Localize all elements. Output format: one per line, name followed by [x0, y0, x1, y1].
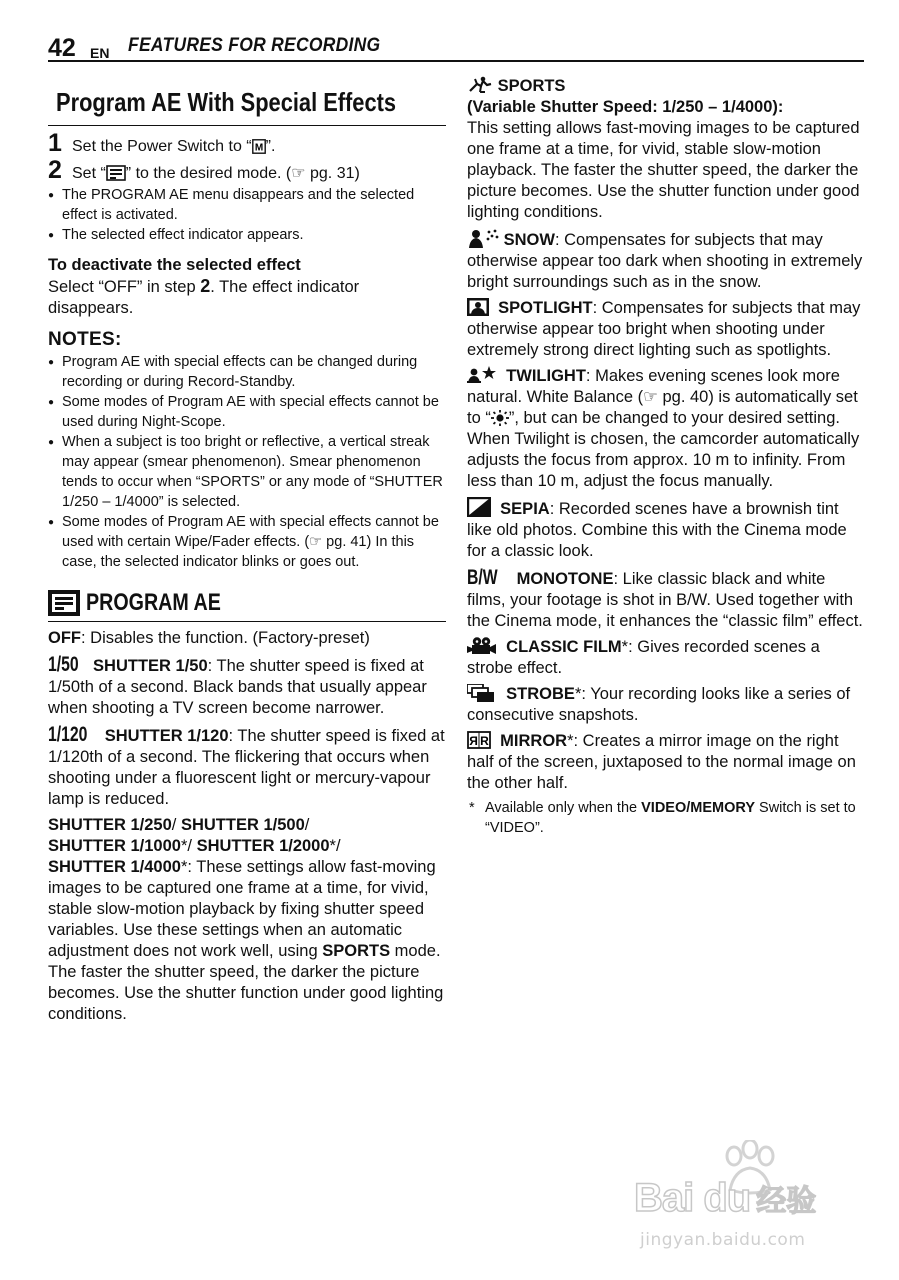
svg-text:R: R — [480, 734, 489, 748]
sports-runner-icon — [467, 76, 493, 94]
manual-mode-icon — [252, 139, 266, 154]
page-header — [48, 32, 864, 62]
step-text: Set “ ” to the desired mode. (☞ pg. 31) — [72, 165, 360, 182]
sun-icon — [491, 410, 509, 426]
twilight-item: TWILIGHT: Makes evening scenes look more natural. White Balance (☞ pg. 40) is automatically set to “ ”, but can be changed to your desired setting. When Twilight is chosen, the camcorder automatically adjusts the focus from approx. 10 m to infinity. From less than 10 m, adjust the focus manually. — [467, 367, 860, 490]
bullet-icon: ● — [48, 190, 55, 201]
strobe-item: STROBE*: Your recording looks like a series of consecutive snapshots. — [467, 685, 851, 724]
program-ae-icon — [106, 165, 126, 181]
main-title-block — [48, 80, 446, 126]
twilight-icon — [467, 366, 497, 384]
bullet-icon: ● — [48, 357, 55, 368]
step-1 — [48, 129, 446, 157]
list-item: ● Program AE with special effects can be changed during recording or during Record-Standby. — [48, 354, 418, 390]
snow-icon — [467, 228, 499, 248]
program-ae-title: PROGRAM AE — [86, 588, 221, 616]
program-ae-icon — [48, 590, 80, 616]
list-item: ● The PROGRAM AE menu disappears and the selected effect is activated. — [48, 187, 415, 223]
hand-pointer-icon: ☞ — [291, 165, 306, 182]
watermark-brand: Bai du — [634, 1176, 751, 1220]
bullet-icon: ● — [48, 397, 55, 408]
svg-text:M: M — [254, 142, 263, 154]
hand-pointer-icon: ☞ — [643, 388, 658, 406]
svg-text:R: R — [469, 734, 478, 748]
list-item: ● The selected effect indicator appears. — [48, 225, 446, 246]
deactivate-text: Select “OFF” in step 2. The effect indicator disappears. — [48, 276, 360, 317]
bullet-icon: ● — [48, 517, 55, 528]
step-text: Set the Power Switch to “ M ”. — [72, 138, 276, 155]
baidu-watermark — [634, 1140, 864, 1258]
list-item: ● When a subject is too bright or reflective, a vertical streak may appear (smear phenomenon). Smear phenomenon tends to occur when “SPORTS” or any mode of “SHUTTER 1/250 – 1/4000” is selected. — [48, 434, 443, 510]
watermark-url: jingyan.baidu.com — [640, 1230, 806, 1250]
bullet-icon: ● — [48, 230, 55, 241]
spotlight-icon — [467, 298, 489, 316]
shutter-120-symbol: 1/120 — [48, 723, 88, 746]
list-item: ● Some modes of Program AE with special effects cannot be used during Night-Scope. — [48, 394, 439, 430]
off-item: OFF: Disables the function. (Factory-preset) — [48, 629, 370, 647]
program-ae-title-block — [48, 584, 446, 622]
shutter-120-item: 1/120 SHUTTER 1/120: The shutter speed is fixed at 1/120th of a second. The flickering that occurs when shooting under a fluorescent light or mercury-vapour lamp is reduced. — [48, 723, 445, 808]
main-title: Program AE With Special Effects — [56, 87, 397, 117]
sepia-icon — [467, 497, 491, 517]
bullet-icon: ● — [48, 437, 55, 448]
shutter-50-symbol: 1/50 — [48, 653, 79, 676]
monotone-item: B/W MONOTONE: Like classic black and white films, your footage is shot in B/W. Used together with the Cinema mode, it enhances the “classic film” effect. — [467, 566, 863, 630]
spotlight-item: SPOTLIGHT: Compensates for subjects that may otherwise appear too bright when shooting under extremely strong direct lighting such as spotlights. — [467, 299, 861, 359]
right-column — [467, 76, 867, 838]
deactivate-heading: To deactivate the selected effect — [48, 256, 301, 274]
left-column — [48, 80, 446, 1025]
step-2 — [48, 156, 446, 184]
mirror-item: R R MIRROR*: Creates a mirror image on the right half of the screen, juxtaposed to the normal image on the other half. — [467, 732, 856, 792]
section-heading: FEATURES FOR RECORDING — [128, 35, 381, 56]
shutter-fast-item: SHUTTER 1/250/ SHUTTER 1/500/ SHUTTER 1/1000*/ SHUTTER 1/2000*/ SHUTTER 1/4000*: These settings allow fast-moving images to be captured one frame at a time, for vivid, stable slow-motion playback by fixing shutter speed variables. Use these settings when an automatic adjustment does not work well, using SPORTS mode. The faster the shutter speed, the darker the picture becomes. Use the shutter function under good lighting conditions. — [48, 816, 444, 1023]
film-camera-icon — [467, 637, 497, 655]
sports-item: SPORTS (Variable Shutter Speed: 1/250 – 1/4000): This setting allows fast-moving images to be captured one frame at a time, for vivid, stable slow-motion playback. The faster the shutter speed, the darker the picture becomes. Use the shutter function under good lighting conditions. — [467, 77, 860, 221]
language-code: EN — [90, 45, 110, 61]
page-number: 42 — [48, 34, 76, 62]
classic-film-item: CLASSIC FILM*: Gives recorded scenes a strobe effect. — [467, 638, 820, 677]
watermark-cn: 经验 — [756, 1184, 817, 1219]
strobe-icon — [467, 684, 497, 702]
snow-item: SNOW: Compensates for subjects that may otherwise appear too dark when shooting in extremely bright surroundings such as in the snow. — [467, 228, 867, 293]
footnote: * Available only when the VIDEO/MEMORY Switch is set to “VIDEO”. — [469, 800, 856, 836]
sepia-item: SEPIA: Recorded scenes have a brownish tint like old photos. Combine this with the Cinema mode for a classic look. — [467, 497, 867, 562]
list-item: ● Some modes of Program AE with special effects cannot be used with certain Wipe/Fader effects. (☞ pg. 41) In this case, the selected indicator blinks or goes out. — [48, 514, 439, 570]
shutter-50-item: 1/50 SHUTTER 1/50: The shutter speed is fixed at 1/50th of a second. Black bands that usually appear when shooting a TV screen become narrower. — [48, 653, 427, 717]
mirror-icon — [467, 731, 491, 749]
notes-heading: NOTES: — [48, 329, 122, 350]
step-number: 2 — [48, 156, 62, 184]
hand-pointer-icon: ☞ — [309, 534, 323, 550]
step-number: 1 — [48, 129, 62, 157]
monotone-symbol: B/W — [467, 566, 498, 589]
